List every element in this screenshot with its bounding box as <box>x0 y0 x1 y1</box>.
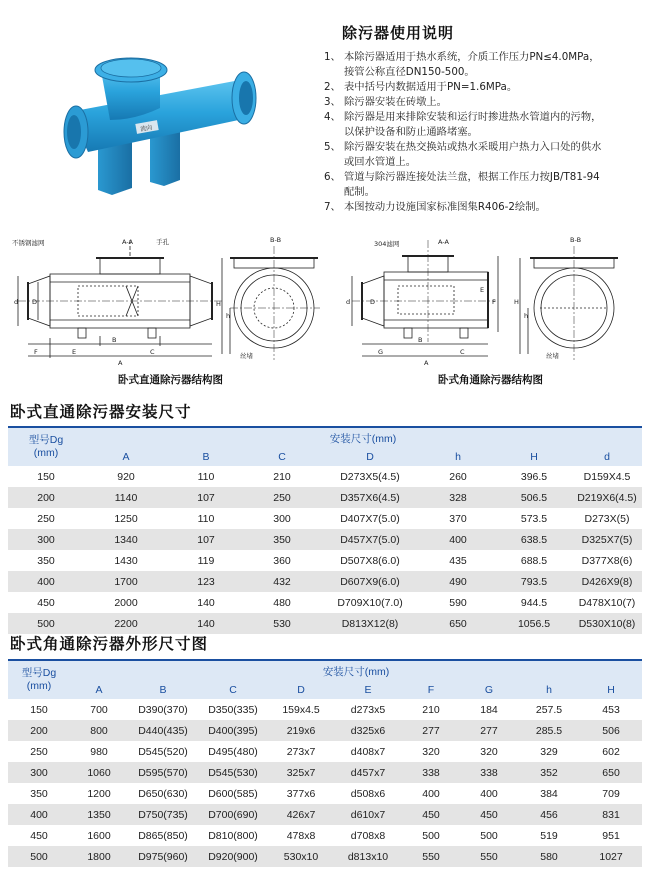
table-cell: D507X8(6.0) <box>320 550 420 571</box>
support <box>404 328 412 338</box>
column-header: D <box>268 681 334 699</box>
table-row <box>8 466 642 487</box>
instruction-item <box>324 170 646 200</box>
table-cell: d457x7 <box>334 762 402 783</box>
table-cell: 300 <box>244 508 320 529</box>
table-cell: 338 <box>460 762 518 783</box>
column-header: A <box>84 448 168 466</box>
instructions-title: 除污器使用说明 <box>342 24 455 42</box>
table-cell: d273x5 <box>334 699 402 720</box>
table-cell: D478X10(7) <box>572 592 642 613</box>
table-cell: D390(370) <box>128 699 198 720</box>
table-cell: D545(530) <box>198 762 268 783</box>
table-cell: D357X6(4.5) <box>320 487 420 508</box>
column-header: C <box>198 681 268 699</box>
label-drain: 丝堵 <box>240 352 253 360</box>
label-H: H <box>514 298 519 306</box>
table-cell: 1350 <box>70 804 128 825</box>
table-row <box>8 613 642 634</box>
table-cell: 325x7 <box>268 762 334 783</box>
column-header: D <box>320 448 420 466</box>
instruction-line: 管道与除污器连接处法兰盘，根据工作压力按JB/T81-94 <box>344 171 600 183</box>
support <box>78 328 86 338</box>
table2-title: 卧式角通除污器外形尺寸图 <box>10 635 209 653</box>
instruction-line: 接管公称直径DN150-500。 <box>344 66 475 78</box>
table-cell: d508x6 <box>334 783 402 804</box>
table-row <box>8 571 642 592</box>
column-header: E <box>334 681 402 699</box>
caption-straight: 卧式直通除污器结构图 <box>118 374 223 386</box>
table-cell: D813X12(8) <box>320 613 420 634</box>
instruction-number: 2、 <box>324 81 341 93</box>
support <box>460 328 468 338</box>
instructions-list <box>324 50 646 215</box>
flange-cover <box>101 59 161 77</box>
instruction-item <box>324 95 646 110</box>
table-row <box>8 825 642 846</box>
table-row <box>8 741 642 762</box>
table-cell: 638.5 <box>496 529 572 550</box>
table-cell: 2000 <box>84 592 168 613</box>
table-cell: 435 <box>420 550 496 571</box>
model-cell: 350 <box>8 550 84 571</box>
label-E: E <box>72 348 77 356</box>
table-cell: 210 <box>402 699 460 720</box>
table-cell: D407X7(5.0) <box>320 508 420 529</box>
table-cell: 800 <box>70 720 128 741</box>
model-cell: 250 <box>8 741 70 762</box>
label-d: d <box>346 298 351 306</box>
table-cell: 506.5 <box>496 487 572 508</box>
table-cell: 320 <box>460 741 518 762</box>
label-D: D <box>32 298 38 306</box>
table-cell: 490 <box>420 571 496 592</box>
label-F: F <box>492 298 496 306</box>
instruction-number: 3、 <box>324 96 341 108</box>
table-cell: D219X6(4.5) <box>572 487 642 508</box>
table-cell: 140 <box>168 592 244 613</box>
table-cell: 107 <box>168 487 244 508</box>
model-cell: 200 <box>8 487 84 508</box>
instruction-line: 本图按动力设施国家标准图集R406-2绘制。 <box>344 201 546 213</box>
model-cell: 150 <box>8 699 70 720</box>
table-cell: 370 <box>420 508 496 529</box>
table-cell: 184 <box>460 699 518 720</box>
table-cell: 450 <box>460 804 518 825</box>
table-cell: 944.5 <box>496 592 572 613</box>
column-header: C <box>244 448 320 466</box>
column-header: A <box>70 681 128 699</box>
table-cell: D530X10(8) <box>572 613 642 634</box>
table-cell: 573.5 <box>496 508 572 529</box>
product-photo <box>40 40 300 200</box>
instruction-line: 除污器安装在热交换站或热水采暖用户热力入口处的供水 <box>344 141 602 153</box>
table-cell: 951 <box>580 825 642 846</box>
table-cell: d325x6 <box>334 720 402 741</box>
table-cell: D545(520) <box>128 741 198 762</box>
table-cell: 250 <box>244 487 320 508</box>
table-cell: 352 <box>518 762 580 783</box>
instruction-line: 本除污器适用于热水系统，介质工作压力PN≤4.0MPa， <box>344 51 600 63</box>
table-cell: 450 <box>402 804 460 825</box>
table-cell: 480 <box>244 592 320 613</box>
table-cell: D159X4.5 <box>572 466 642 487</box>
table-cell: D650(630) <box>128 783 198 804</box>
angle-spec-table <box>8 661 642 867</box>
table-cell: 329 <box>518 741 580 762</box>
table-cell: d813x10 <box>334 846 402 867</box>
model-cell: 150 <box>8 466 84 487</box>
instruction-item <box>324 140 646 170</box>
table-cell: 277 <box>460 720 518 741</box>
table-cell: D709X10(7.0) <box>320 592 420 613</box>
outlet-opening <box>239 81 253 115</box>
table-cell: 350 <box>244 529 320 550</box>
table-cell: 1340 <box>84 529 168 550</box>
table-cell: D750(735) <box>128 804 198 825</box>
column-header: H <box>496 448 572 466</box>
table-cell: 920 <box>84 466 168 487</box>
table-cell: 453 <box>580 699 642 720</box>
table-cell: D325X7(5) <box>572 529 642 550</box>
model-cell: 450 <box>8 592 84 613</box>
table-cell: 396.5 <box>496 466 572 487</box>
table-cell: 550 <box>402 846 460 867</box>
instruction-number: 1、 <box>324 51 341 63</box>
model-header-line2: (mm) <box>33 447 59 459</box>
table-cell: 530x10 <box>268 846 334 867</box>
table-row <box>8 487 642 508</box>
table-cell: 140 <box>168 613 244 634</box>
table-cell: D595(570) <box>128 762 198 783</box>
table-cell: 277 <box>402 720 460 741</box>
table-cell: 320 <box>402 741 460 762</box>
table-cell: D495(480) <box>198 741 268 762</box>
table-cell: 500 <box>460 825 518 846</box>
group-header: 安装尺寸(mm) <box>70 661 642 681</box>
label-steel-mesh: 304滤网 <box>374 240 400 248</box>
instruction-line: 表中括号内数据适用于PN=1.6MPa。 <box>344 81 518 93</box>
instruction-item <box>324 200 646 215</box>
table-cell: 400 <box>460 783 518 804</box>
table-cell: 1430 <box>84 550 168 571</box>
table-row <box>8 846 642 867</box>
table-cell: D700(690) <box>198 804 268 825</box>
table-cell: 260 <box>420 466 496 487</box>
table-cell: 273x7 <box>268 741 334 762</box>
label-D: D <box>370 298 376 306</box>
table-cell: D440(435) <box>128 720 198 741</box>
flow-label: 流向 <box>139 124 153 134</box>
table-cell: 700 <box>70 699 128 720</box>
label-section-bb: B-B <box>570 236 582 244</box>
column-header: B <box>168 448 244 466</box>
model-cell: 400 <box>8 571 84 592</box>
instruction-number: 7、 <box>324 201 341 213</box>
instruction-item <box>324 80 646 95</box>
label-C: C <box>150 348 155 356</box>
table-row <box>8 762 642 783</box>
label-hand-hole: 手孔 <box>156 238 169 246</box>
label-B: B <box>418 336 423 344</box>
table-cell: 1250 <box>84 508 168 529</box>
table-cell: 338 <box>402 762 460 783</box>
label-H: H <box>216 300 221 308</box>
instruction-line: 或回水管道上。 <box>344 156 417 168</box>
table-row <box>8 804 642 825</box>
table-row <box>8 783 642 804</box>
label-E: E <box>480 286 485 294</box>
instruction-number: 5、 <box>324 141 341 153</box>
straight-type-drawing <box>8 232 326 368</box>
model-header-line1: 型号Dg <box>28 434 64 446</box>
table-row <box>8 592 642 613</box>
label-h: h <box>524 312 529 320</box>
table-cell: 650 <box>580 762 642 783</box>
table-cell: 500 <box>402 825 460 846</box>
column-header: F <box>402 681 460 699</box>
model-cell: 250 <box>8 508 84 529</box>
inlet-opening <box>67 115 81 149</box>
model-cell: 350 <box>8 783 70 804</box>
instruction-line: 除污器是用来排除安装和运行时掺进热水管道内的污物， <box>344 111 602 123</box>
table-cell: 2200 <box>84 613 168 634</box>
caption-angle: 卧式角通除污器结构图 <box>438 374 543 386</box>
label-C: C <box>460 348 465 356</box>
table-cell: 257.5 <box>518 699 580 720</box>
table-cell: 119 <box>168 550 244 571</box>
model-cell: 400 <box>8 804 70 825</box>
instruction-number: 6、 <box>324 171 341 183</box>
model-header-line2: (mm) <box>26 680 52 692</box>
label-drain: 丝堵 <box>546 352 559 360</box>
table-cell: 400 <box>402 783 460 804</box>
model-cell: 450 <box>8 825 70 846</box>
table-cell: D600(585) <box>198 783 268 804</box>
table-cell: d708x8 <box>334 825 402 846</box>
column-header: h <box>518 681 580 699</box>
label-section-bb: B-B <box>270 236 282 244</box>
table-cell: 377x6 <box>268 783 334 804</box>
table-cell: 530 <box>244 613 320 634</box>
table-cell: 650 <box>420 613 496 634</box>
table-cell: 110 <box>168 508 244 529</box>
table-row <box>8 550 642 571</box>
table-cell: D810(800) <box>198 825 268 846</box>
label-d: d <box>14 298 19 306</box>
label-A: A <box>118 359 123 367</box>
table-cell: 400 <box>420 529 496 550</box>
table-cell: D975(960) <box>128 846 198 867</box>
column-header: h <box>420 448 496 466</box>
label-section-aa: A-A <box>438 238 449 246</box>
model-header <box>8 661 70 699</box>
table-cell: 456 <box>518 804 580 825</box>
table-cell: D377X8(6) <box>572 550 642 571</box>
table-cell: 1200 <box>70 783 128 804</box>
top-chamber <box>100 258 160 274</box>
table-cell: D607X9(6.0) <box>320 571 420 592</box>
table-row <box>8 508 642 529</box>
table-cell: 219x6 <box>268 720 334 741</box>
label-section-aa: A-A <box>122 238 133 246</box>
table-cell: D350(335) <box>198 699 268 720</box>
column-header: B <box>128 681 198 699</box>
table-cell: 831 <box>580 804 642 825</box>
model-header <box>8 428 84 466</box>
model-header-line1: 型号Dg <box>21 667 57 679</box>
support <box>148 328 156 338</box>
group-header: 安装尺寸(mm) <box>84 428 642 448</box>
instruction-line: 除污器安装在砖墩上。 <box>344 96 447 108</box>
table-cell: D426X9(8) <box>572 571 642 592</box>
model-cell: 300 <box>8 529 84 550</box>
instruction-line: 配制。 <box>344 186 375 198</box>
table-cell: 688.5 <box>496 550 572 571</box>
table-cell: 285.5 <box>518 720 580 741</box>
table-cell: D920(900) <box>198 846 268 867</box>
table-cell: 426x7 <box>268 804 334 825</box>
table-cell: 107 <box>168 529 244 550</box>
table-cell: D457X7(5.0) <box>320 529 420 550</box>
table-cell: 1800 <box>70 846 128 867</box>
table-cell: d610x7 <box>334 804 402 825</box>
table-cell: 602 <box>580 741 642 762</box>
label-h: h <box>226 312 231 320</box>
table-cell: 1060 <box>70 762 128 783</box>
straight-spec-table <box>8 428 642 634</box>
table-cell: 432 <box>244 571 320 592</box>
table-cell: 123 <box>168 571 244 592</box>
column-header: G <box>460 681 518 699</box>
table-cell: 1027 <box>580 846 642 867</box>
table-cell: d408x7 <box>334 741 402 762</box>
angle-type-drawing <box>334 232 650 368</box>
model-cell: 500 <box>8 613 84 634</box>
table-row <box>8 529 642 550</box>
table-cell: 519 <box>518 825 580 846</box>
table-cell: 159x4.5 <box>268 699 334 720</box>
table-cell: 110 <box>168 466 244 487</box>
table-cell: 328 <box>420 487 496 508</box>
table-cell: 550 <box>460 846 518 867</box>
table-cell: 478x8 <box>268 825 334 846</box>
label-B: B <box>112 336 117 344</box>
filter-mesh <box>398 286 454 314</box>
model-cell: 300 <box>8 762 70 783</box>
instruction-number: 4、 <box>324 111 341 123</box>
column-header: d <box>572 448 642 466</box>
table-cell: D865(850) <box>128 825 198 846</box>
table-row <box>8 699 642 720</box>
table-cell: D400(395) <box>198 720 268 741</box>
table-cell: 506 <box>580 720 642 741</box>
table-cell: 1140 <box>84 487 168 508</box>
label-G: G <box>378 348 384 356</box>
table-cell: 1056.5 <box>496 613 572 634</box>
table-cell: 590 <box>420 592 496 613</box>
label-F: F <box>34 348 38 356</box>
table-cell: 709 <box>580 783 642 804</box>
column-header: H <box>580 681 642 699</box>
table-cell: 580 <box>518 846 580 867</box>
table1-title: 卧式直通除污器安装尺寸 <box>10 403 192 421</box>
table-cell: 980 <box>70 741 128 762</box>
instruction-item <box>324 50 646 80</box>
model-cell: 200 <box>8 720 70 741</box>
table-cell: D273X(5) <box>572 508 642 529</box>
table-cell: 360 <box>244 550 320 571</box>
instruction-item <box>324 110 646 140</box>
model-cell: 500 <box>8 846 70 867</box>
instruction-line: 以保护设备和防止通路堵塞。 <box>344 126 478 138</box>
table-cell: 210 <box>244 466 320 487</box>
table-row <box>8 720 642 741</box>
table-cell: 793.5 <box>496 571 572 592</box>
table-cell: 1700 <box>84 571 168 592</box>
label-steel-mesh: 不锈钢滤网 <box>12 239 45 247</box>
table-cell: 1600 <box>70 825 128 846</box>
table-cell: D273X5(4.5) <box>320 466 420 487</box>
label-A: A <box>424 359 429 367</box>
table-cell: 384 <box>518 783 580 804</box>
